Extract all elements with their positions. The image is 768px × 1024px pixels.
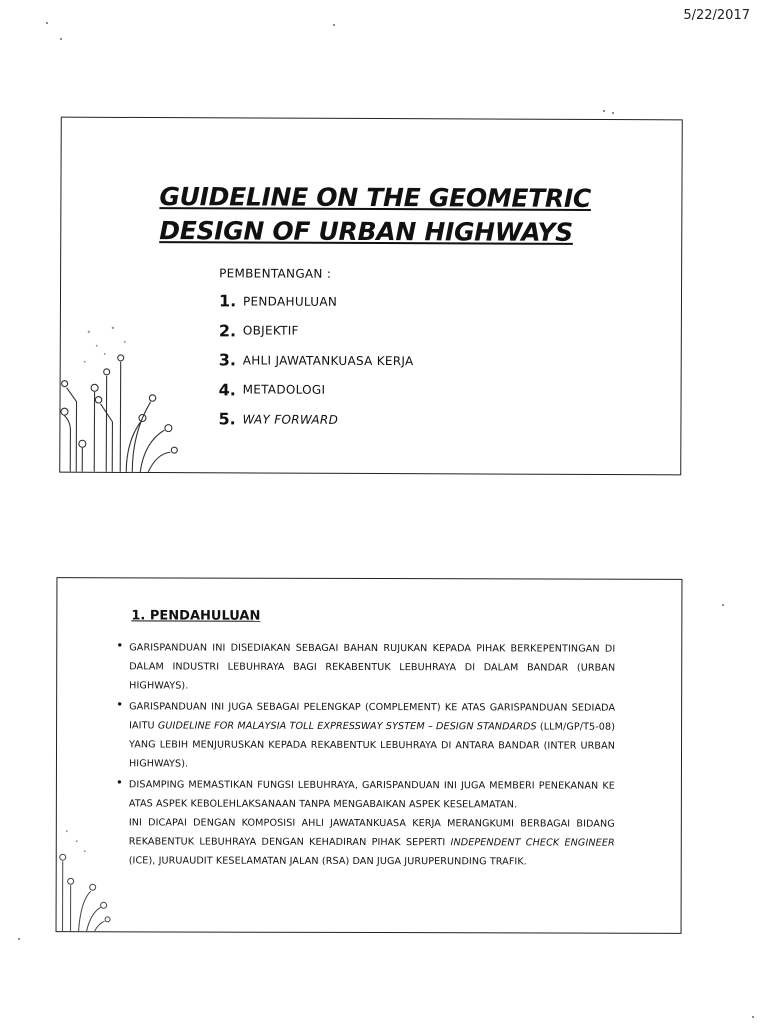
bullet-text-part: INI DICAPAI DENGAN KOMPOSISI AHLI JAWATANKUASA KERJA MERANGKUMI BERBAGAI BIDANG REKABENTUK LEBUHRAYA DENGAN KEHADIRAN PIHAK SEPERTI (128, 817, 615, 849)
bullet-text-part: (LLM/GP/T5-08) YANG LEBIH MENJURUSKAN KEPADA REKABENTUK LEBUHRAYA DI ANTARA BANDAR (INTER URBAN HIGHWAYS). (128, 721, 616, 770)
bullet-text-part: (ICE), JURUAUDIT KESELAMATAN JALAN (RSA) DAN JUGA JURUPERUNDING TRAFIK. (128, 855, 527, 868)
agenda-label: WAY FORWARD (242, 412, 339, 427)
agenda-label: AHLI JAWATANKUASA KERJA (242, 353, 414, 368)
agenda-number: 4. (218, 380, 236, 400)
circuit-decoration-icon (57, 801, 117, 931)
agenda-item (218, 404, 413, 434)
agenda-label: OBJEKTIF (242, 323, 299, 338)
bullet-text-part: GARISPANDUAN INI JUGA SEBAGAI PELENGKAP (COMPLEMENT) KE ATAS GARISPANDUAN SEDIADA IAITU (129, 701, 616, 732)
agenda-number: 1. (218, 291, 237, 311)
slide-title (159, 180, 591, 250)
ice-reference: INDEPENDENT CHECK ENGINEER (450, 837, 615, 849)
page-date: 5/22/2017 (683, 8, 750, 23)
agenda-list (218, 286, 414, 434)
agenda-number: 3. (218, 350, 236, 370)
bullet-text: GARISPANDUAN INI DISEDIAKAN SEBAGAI BAHAN RUJUKAN KEPADA PIHAK BERKEPENTINGAN DI DALAM INDUSTRI LEBUHRAYA BAGI REKABENTUK LEBUHRAYA DI DALAM BANDAR (URBAN HIGHWAYS). (129, 642, 616, 692)
agenda-item (219, 316, 414, 346)
slide-title-line1: GUIDELINE ON THE GEOMETRIC (159, 182, 591, 213)
bullet-item (115, 638, 615, 696)
guideline-reference: GUIDELINE FOR MALAYSIA TOLL EXPRESSWAY SYSTEM – DESIGN STANDARDS (157, 720, 537, 733)
bullet-item (115, 775, 615, 871)
bullet-list (115, 638, 616, 873)
bullet-item (115, 697, 615, 774)
bullet-dot-icon: • (116, 638, 124, 653)
agenda-item (219, 375, 414, 405)
circuit-decoration-icon (60, 272, 201, 473)
bullet-text: DISAMPING MEMASTIKAN FUNGSI LEBUHRAYA, GARISPANDUAN INI JUGA MEMBERI PENEKANAN KE ATAS ASPEK KEBOLEHLAKSANAAN TANPA MENGABAIKAN ASPEK KESELAMATAN. (128, 779, 615, 811)
agenda-item (219, 286, 414, 316)
bullet-dot-icon: • (115, 775, 124, 790)
agenda-item (219, 345, 414, 375)
bullet-continuation (129, 813, 615, 871)
agenda-heading: PEMBENTANGAN : (219, 266, 332, 281)
agenda-label: METADOLOGI (242, 382, 326, 398)
introduction-slide (56, 577, 683, 934)
slide-title-line2: DESIGN OF URBAN HIGHWAYS (159, 216, 573, 247)
bullet-dot-icon: • (116, 697, 124, 712)
agenda-number: 5. (218, 409, 236, 429)
agenda-label: PENDAHULUAN (242, 294, 338, 309)
bullet-text (129, 697, 615, 774)
agenda-number: 2. (218, 321, 237, 341)
section-title: 1. PENDAHULUAN (131, 608, 261, 624)
title-slide (59, 117, 683, 476)
